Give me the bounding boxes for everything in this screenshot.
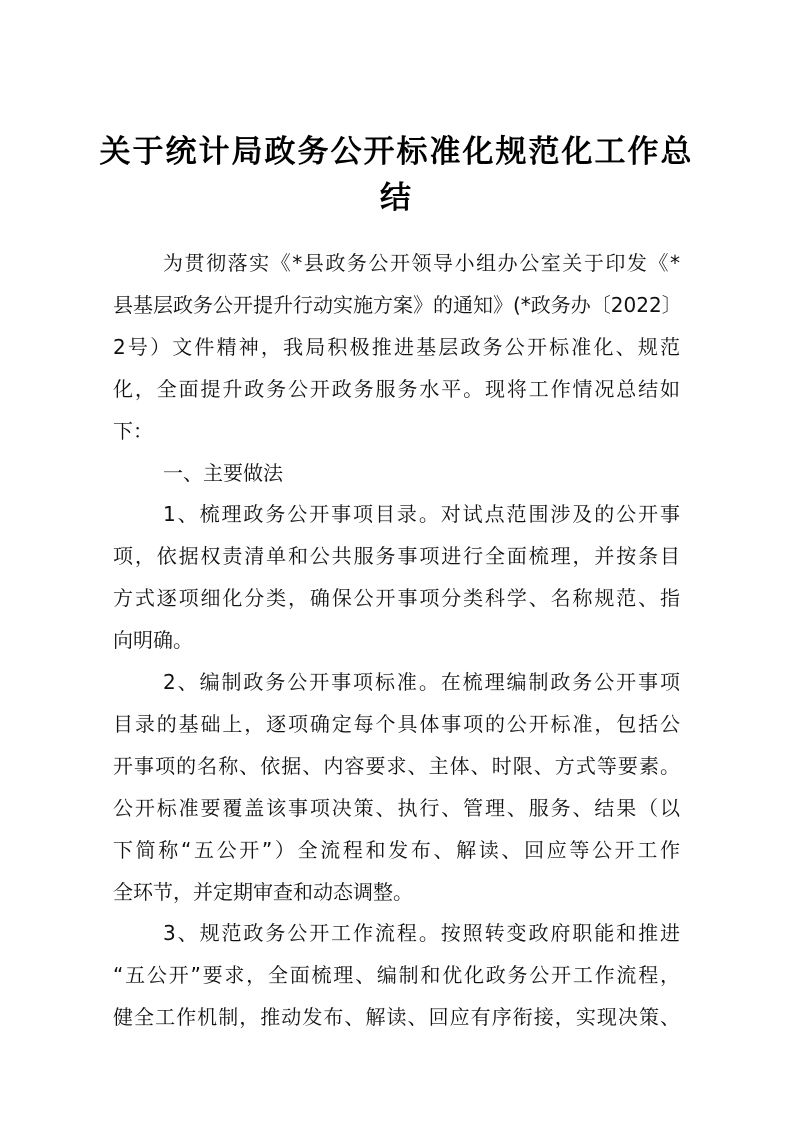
document-title-line-1: 关于统计局政务公开标准化规范化工作总 <box>99 134 694 170</box>
body-text-line: 2、编制政务公开事项标准。在梳理编制政务公开事项 <box>163 670 680 694</box>
body-text-line: 1、梳理政务公开事项目录。对试点范围涉及的公开事 <box>163 502 680 527</box>
document-title-line-2: 结 <box>380 180 413 216</box>
body-text-line: 一、主要做法 <box>163 460 283 485</box>
body-text-line: 开事项的名称、依据、内容要求、主体、时限、方式等要素。 <box>113 753 680 778</box>
body-text-line: 向明确。 <box>113 628 193 653</box>
body-text-line: “五公开”要求，全面梳理、编制和优化政务公开工作流程， <box>113 963 680 988</box>
body-text-line: 为贯彻落实《*县政务公开领导小组办公室关于印发《* <box>163 251 680 275</box>
body-text-line: 健全工作机制，推动发布、解读、回应有序衔接，实现决策、 <box>113 1005 680 1030</box>
body-text-line: 项，依据权责清单和公共服务事项进行全面梳理，并按条目 <box>113 544 680 569</box>
body-text-line: 化，全面提升政务公开政务服务水平。现将工作情况总结如 <box>113 376 680 401</box>
body-text-line: 方式逐项细化分类，确保公开事项分类科学、名称规范、指 <box>113 586 680 611</box>
body-text-line: 县基层政务公开提升行动实施方案》的通知》(*政务办〔2022〕 <box>113 292 682 317</box>
body-text-line: 下： <box>113 418 153 443</box>
body-text-line: 全环节，并定期审查和动态调整。 <box>113 879 413 904</box>
body-text-line: 公开标准要覆盖该事项决策、执行、管理、服务、结果（以 <box>113 795 680 820</box>
body-text-line: 目录的基础上，逐项确定每个具体事项的公开标准，包括公 <box>113 711 680 736</box>
body-text-line: 下简称“五公开”）全流程和发布、解读、回应等公开工作 <box>113 837 680 862</box>
body-text-line: 3、规范政务公开工作流程。按照转变政府职能和推进 <box>163 921 680 946</box>
body-text-line: 2号）文件精神，我局积极推进基层政务公开标准化、规范 <box>113 334 680 359</box>
